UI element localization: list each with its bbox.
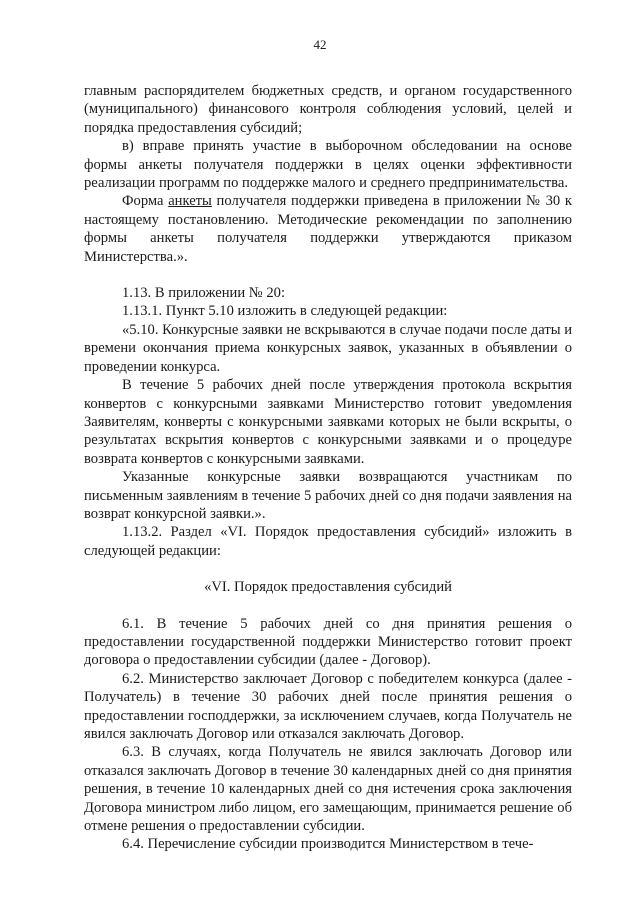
- paragraph: 6.2. Министерство заключает Договор с победителем конкурса (далее - Получатель) в течение 30 рабочих дней после принятия решения о предоставлении господдержки, за исключением случаев, когда Получатель не явился заключать Договор или отказался заключать Договор.: [84, 670, 572, 742]
- paragraph-form: [84, 192, 572, 266]
- paragraph: Указанные конкурсные заявки возвращаются участникам по письменным заявлениям в течение 5 рабочих дней со дня подачи заявления на возврат конкурсной заявки.».: [84, 469, 572, 522]
- form-prefix: Форма: [122, 193, 164, 210]
- section-heading: «VI. Порядок предоставления субсидий: [204, 579, 452, 596]
- paragraph: 1.13.2. Раздел «VI. Порядок предоставления субсидий» изложить в следующей редакции:: [84, 524, 572, 559]
- paragraph: в) вправе принять участие в выборочном обследовании на основе формы анкеты получателя поддержки в целях оценки эффективности реализации программ по поддержке малого и среднего предпринимательства.: [84, 138, 572, 192]
- paragraph: 1.13. В приложении № 20:: [122, 285, 286, 302]
- paragraph: главным распорядителем бюджетных средств, и органом государственного (муниципального) финансового контроля соблюдения условий, целей и порядка предоставления субсидий;: [84, 83, 572, 136]
- paragraph: 1.13.1. Пункт 5.10 изложить в следующей редакции:: [122, 303, 448, 320]
- spacer: [84, 560, 572, 578]
- form-link[interactable]: анкеты: [168, 193, 212, 210]
- form-rest: получателя поддержки приведена в приложении № 30 к настоящему постановлению. Методические рекомендации по заполнению формы анкеты получателя поддержки утверждаются приказом Министерства.».: [84, 193, 572, 265]
- paragraph: «5.10. Конкурсные заявки не вскрываются в случае подачи после даты и времени окончания приема конкурсных заявок, указанных в объявлении о проведении конкурса.: [84, 321, 572, 375]
- paragraph: 6.4. Перечисление субсидии производится Министерством в тече-: [122, 836, 534, 853]
- paragraph: 6.1. В течение 5 рабочих дней со дня принятия решения о предоставлении государственной поддержки Министерство готовит проект договора о предоставлении субсидии (далее - Договор).: [84, 615, 572, 669]
- document-body: [84, 82, 572, 854]
- spacer: [84, 597, 572, 615]
- paragraph: В течение 5 рабочих дней после утверждения протокола вскрытия конвертов с конкурсными заявками Министерство готовит уведомления Заявителям, конверты с конкурсными заявками которых не были вскрыты, о результатах вскрытия конвертов с конкурсными заявками и о процедуре возврата конвертов с конкурсными заявками.: [84, 377, 572, 467]
- spacer: [84, 266, 572, 284]
- paragraph: 6.3. В случаях, когда Получатель не явился заключать Договор или отказался заключать Договор в течение 30 календарных дней со дня принятия решения, в течение 10 календарных дней со дня истечения срока заключения Договора министром либо лицом, его замещающим, принимается решение об отмене решения о предоставлении субсидии.: [84, 744, 572, 835]
- page-number: 42: [313, 37, 327, 52]
